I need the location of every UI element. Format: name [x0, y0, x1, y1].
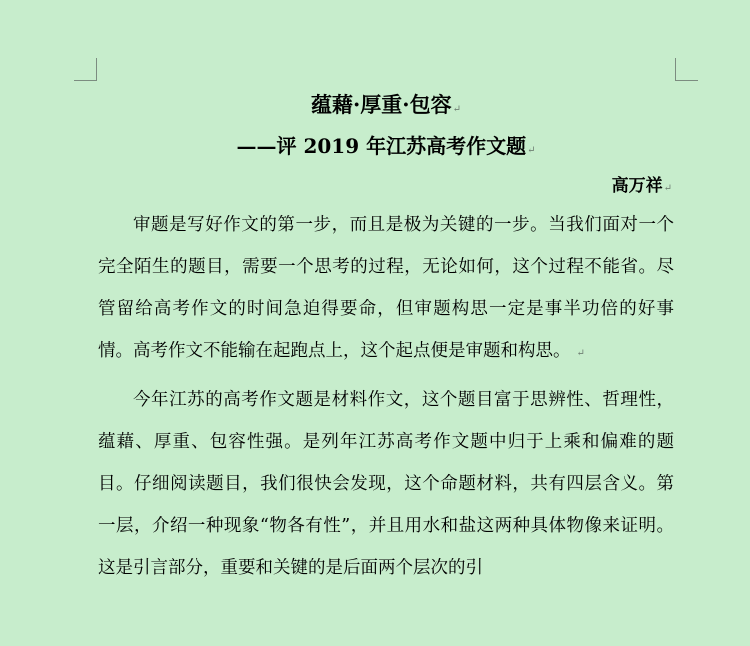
subtitle-text: ——评 2019 年江苏高考作文题: [236, 134, 527, 158]
page-corner-top-left-mark: [74, 58, 97, 81]
document-title: [98, 86, 674, 124]
paragraph-mark-icon: ↵: [527, 145, 536, 156]
paragraph-text: 审题是写好作文的第一步，而且是极为关键的一步。当我们面对一个完全陌生的题目，需要一个思考的过程，无论如何，这个过程不能省。尽管留给高考作文的时间急迫得要命，但审题构思一定是事半功倍的好事情。高考作文不能输在起跑点上，这个起点便是审题和构思。: [98, 215, 674, 361]
body-paragraph-2: [98, 379, 674, 589]
document-page[interactable]: [98, 86, 674, 593]
author-text: 高万祥: [611, 176, 663, 196]
document-author: [98, 168, 674, 204]
body-paragraph-1: [98, 204, 674, 375]
paragraph-mark-icon: ↵: [452, 104, 461, 115]
paragraph-mark-icon: ↵: [663, 183, 672, 194]
document-subtitle: [98, 124, 674, 168]
paragraph-mark-icon: ↵: [576, 348, 585, 359]
title-text: 蕴藉·厚重·包容: [310, 92, 452, 117]
paragraph-text: 今年江苏的高考作文题是材料作文，这个题目富于思辨性、哲理性，蕴藉、厚重、包容性强。是列年江苏高考作文题中归于上乘和偏难的题目。仔细阅读题目，我们很快会发现，这个命题材料，共有四层含义。第一层，介绍一种现象“物各有性”，并且用水和盐这两种具体物像来证明。这是引言部分，重要和关键的是后面两个层次的引: [98, 390, 674, 578]
page-corner-top-right-mark: [675, 58, 698, 81]
